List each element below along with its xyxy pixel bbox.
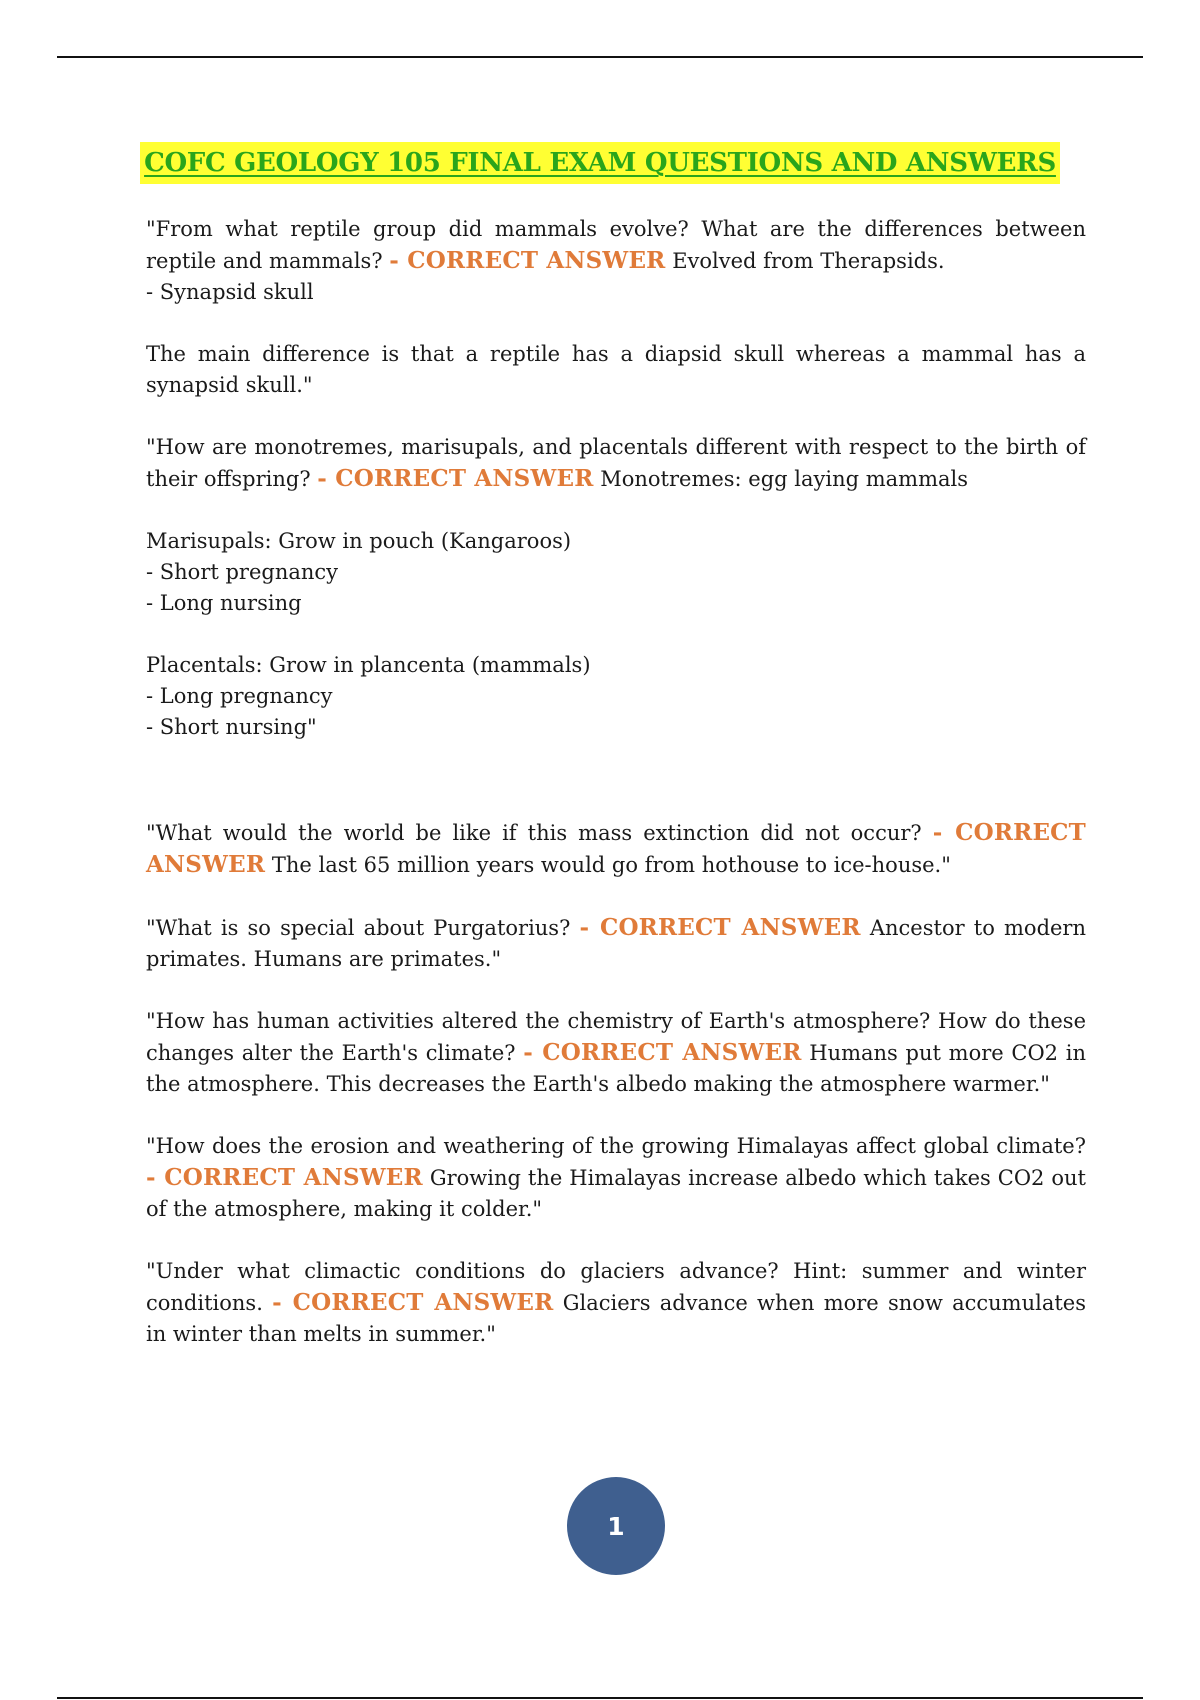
title-container xyxy=(0,142,1200,184)
question-text: "What would the world be like if this mass extinction did not occur? xyxy=(146,821,922,845)
correct-answer-label: - CORRECT ANSWER xyxy=(146,1164,423,1191)
answer-group-placentals xyxy=(146,650,1086,743)
answer-text: Ancestor to modern primates. Humans are primates." xyxy=(146,916,1086,971)
qa-item-7 xyxy=(146,1256,1086,1350)
page-number: 1 xyxy=(607,1511,625,1541)
answer-text: The last 65 million years would go from hothouse to ice-house." xyxy=(271,853,951,877)
qa-item-4 xyxy=(146,912,1086,975)
correct-answer-label: - CORRECT ANSWER xyxy=(523,1039,802,1066)
page-number-badge xyxy=(567,1477,665,1575)
answer-line: - Short pregnancy xyxy=(146,560,339,584)
answer-group-marsupials xyxy=(146,526,1086,619)
answer-text: Monotremes: egg laying mammals xyxy=(600,467,969,491)
answer-line: - Synapsid skull xyxy=(146,280,314,304)
correct-answer-label: - CORRECT ANSWER xyxy=(389,247,666,274)
correct-answer-label: - CORRECT ANSWER xyxy=(579,914,861,941)
answer-line: Placentals: Grow in plancenta (mammals) xyxy=(146,653,591,677)
question-text: "Under what climactic conditions do glaciers advance? Hint: summer and winter conditions. xyxy=(146,1259,1086,1315)
answer-text: Humans put more CO2 in the atmosphere. This decreases the Earth's albedo making the atmosphere warmer." xyxy=(146,1041,1086,1096)
answer-line: - Short nursing" xyxy=(146,715,317,739)
answer-line: Marisupals: Grow in pouch (Kangaroos) xyxy=(146,529,572,553)
correct-answer-label: - CORRECT ANSWER xyxy=(317,465,594,492)
correct-answer-label: - CORRECT ANSWER xyxy=(272,1289,554,1316)
answer-text: Glaciers advance when more snow accumulates in winter than melts in summer." xyxy=(146,1291,1086,1346)
qa-item-2 xyxy=(146,432,1086,495)
answer-line: - Long pregnancy xyxy=(146,684,333,708)
top-rule xyxy=(57,56,1143,58)
document-title: COFC GEOLOGY 105 FINAL EXAM QUESTIONS AND ANSWERS xyxy=(140,142,1060,184)
qa-item-6 xyxy=(146,1131,1086,1225)
question-text: "How are monotremes, marisupals, and placentals different with respect to the birth of their offspring? xyxy=(146,435,1086,491)
answer-text: Evolved from Therapsids. xyxy=(672,249,945,273)
answer-paragraph: The main difference is that a reptile has a diapsid skull whereas a mammal has a synapsid skull." xyxy=(146,342,1086,397)
qa-item-1 xyxy=(146,214,1086,308)
bottom-rule xyxy=(57,1697,1143,1699)
qa-item-5 xyxy=(146,1006,1086,1100)
document-body xyxy=(146,214,1086,1350)
qa-item-3 xyxy=(146,817,1086,881)
question-text: "From what reptile group did mammals evolve? What are the differences between reptile and mammals? xyxy=(146,217,1086,273)
answer-text: Growing the Himalayas increase albedo which takes CO2 out of the atmosphere, making it colder." xyxy=(146,1166,1086,1221)
question-text: "How has human activities altered the chemistry of Earth's atmosphere? How do these changes alter the Earth's climate? xyxy=(146,1009,1086,1065)
answer-line: - Long nursing xyxy=(146,591,302,615)
question-text: "What is so special about Purgatorius? xyxy=(146,916,571,940)
correct-answer-label: - CORRECT ANSWER xyxy=(146,819,1086,878)
question-text: "How does the erosion and weathering of the growing Himalayas affect global climate? xyxy=(146,1134,1086,1158)
